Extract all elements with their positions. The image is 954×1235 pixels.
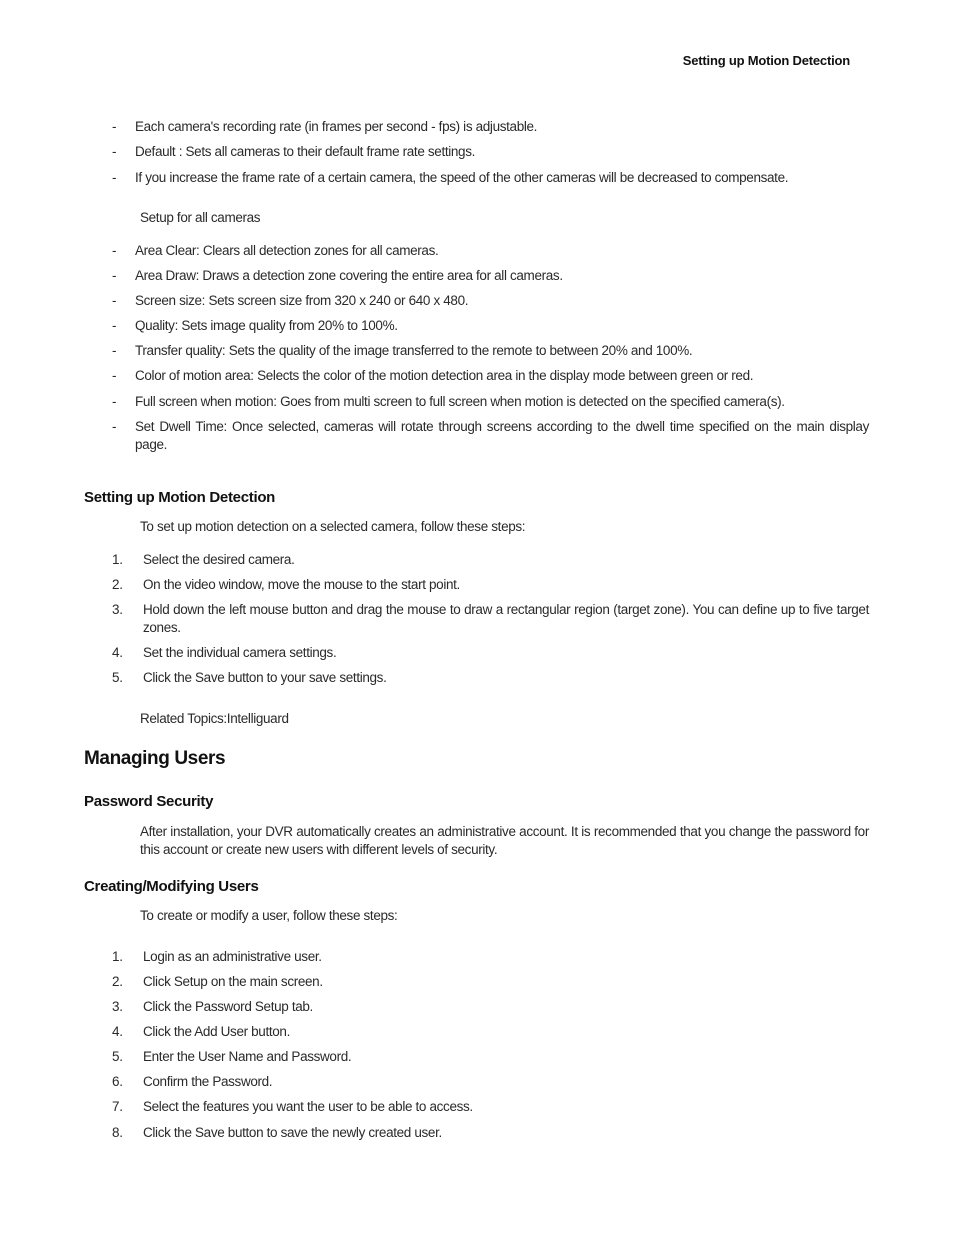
step-number: 3. <box>112 999 123 1014</box>
section-heading: Password Security <box>84 793 214 810</box>
bullet-dash: - <box>112 170 117 185</box>
bullet-text: Transfer quality: Sets the quality of the image transferred to the remote to between 20% and 100%. <box>135 343 693 358</box>
step-text: Enter the User Name and Password. <box>143 1049 352 1064</box>
bullet-dash: - <box>112 419 117 434</box>
bullet-dash: - <box>112 343 117 358</box>
bullet-dash: - <box>112 293 117 308</box>
step-text: Set the individual camera settings. <box>143 645 337 660</box>
step-number: 1. <box>112 949 123 964</box>
bullet-text: Default : Sets all cameras to their default frame rate settings. <box>135 144 476 159</box>
step-text: Select the desired camera. <box>143 552 295 567</box>
section-heading: Setting up Motion Detection <box>84 489 276 506</box>
running-header: Setting up Motion Detection <box>682 53 850 68</box>
bullet-dash: - <box>112 318 117 333</box>
related-topics: Related Topics:Intelliguard <box>140 711 289 726</box>
bullet-text: Area Draw: Draws a detection zone covering the entire area for all cameras. <box>135 268 563 283</box>
section-intro: To create or modify a user, follow these steps: <box>140 908 398 923</box>
step-number: 3. <box>112 602 123 617</box>
all-cameras-label: Setup for all cameras <box>140 210 261 225</box>
step-number: 5. <box>112 670 123 685</box>
bullet-text: Set Dwell Time: Once selected, cameras will rotate through screens according to the dwell time specified on the main display page. <box>135 419 869 452</box>
step-number: 1. <box>112 552 123 567</box>
section-intro: To set up motion detection on a selected camera, follow these steps: <box>140 519 526 534</box>
chapter-heading: Managing Users <box>84 748 226 769</box>
step-number: 5. <box>112 1049 123 1064</box>
bullet-dash: - <box>112 368 117 383</box>
bullet-dash: - <box>112 243 117 258</box>
step-text: Click Setup on the main screen. <box>143 974 323 989</box>
bullet-dash: - <box>112 394 117 409</box>
step-text: Login as an administrative user. <box>143 949 322 964</box>
step-text: Click the Password Setup tab. <box>143 999 313 1014</box>
bullet-text: If you increase the frame rate of a certain camera, the speed of the other cameras will be decreased to compensate. <box>135 170 789 185</box>
step-number: 8. <box>112 1125 123 1140</box>
bullet-text: Color of motion area: Selects the color of the motion detection area in the display mode between green or red. <box>135 368 754 383</box>
bullet-dash: - <box>112 119 117 134</box>
bullet-text: Full screen when motion: Goes from multi screen to full screen when motion is detected on the specified camera(s). <box>135 394 785 409</box>
step-text: Select the features you want the user to be able to access. <box>143 1099 473 1114</box>
step-text: Click the Save button to your save settings. <box>143 670 387 685</box>
bullet-text: Each camera's recording rate (in frames per second - fps) is adjustable. <box>135 119 538 134</box>
bullet-text: Area Clear: Clears all detection zones for all cameras. <box>135 243 439 258</box>
bullet-text: Screen size: Sets screen size from 320 x 240 or 640 x 480. <box>135 293 469 308</box>
section-body: After installation, your DVR automatically creates an administrative account. It is recommended that you change the password for this account or create new users with different levels of security. <box>140 824 869 857</box>
bullet-text: Quality: Sets image quality from 20% to 100%. <box>135 318 398 333</box>
step-number: 4. <box>112 1024 123 1039</box>
step-text: On the video window, move the mouse to the start point. <box>143 577 460 592</box>
bullet-dash: - <box>112 144 117 159</box>
step-number: 6. <box>112 1074 123 1089</box>
step-number: 2. <box>112 974 123 989</box>
step-number: 2. <box>112 577 123 592</box>
step-number: 4. <box>112 645 123 660</box>
step-number: 7. <box>112 1099 123 1114</box>
bullet-dash: - <box>112 268 117 283</box>
step-text: Hold down the left mouse button and drag the mouse to draw a rectangular region (target zone). You can define up to five target zones. <box>143 602 869 635</box>
step-text: Click the Add User button. <box>143 1024 290 1039</box>
section-heading: Creating/Modifying Users <box>84 878 259 895</box>
step-text: Click the Save button to save the newly created user. <box>143 1125 442 1140</box>
step-text: Confirm the Password. <box>143 1074 273 1089</box>
